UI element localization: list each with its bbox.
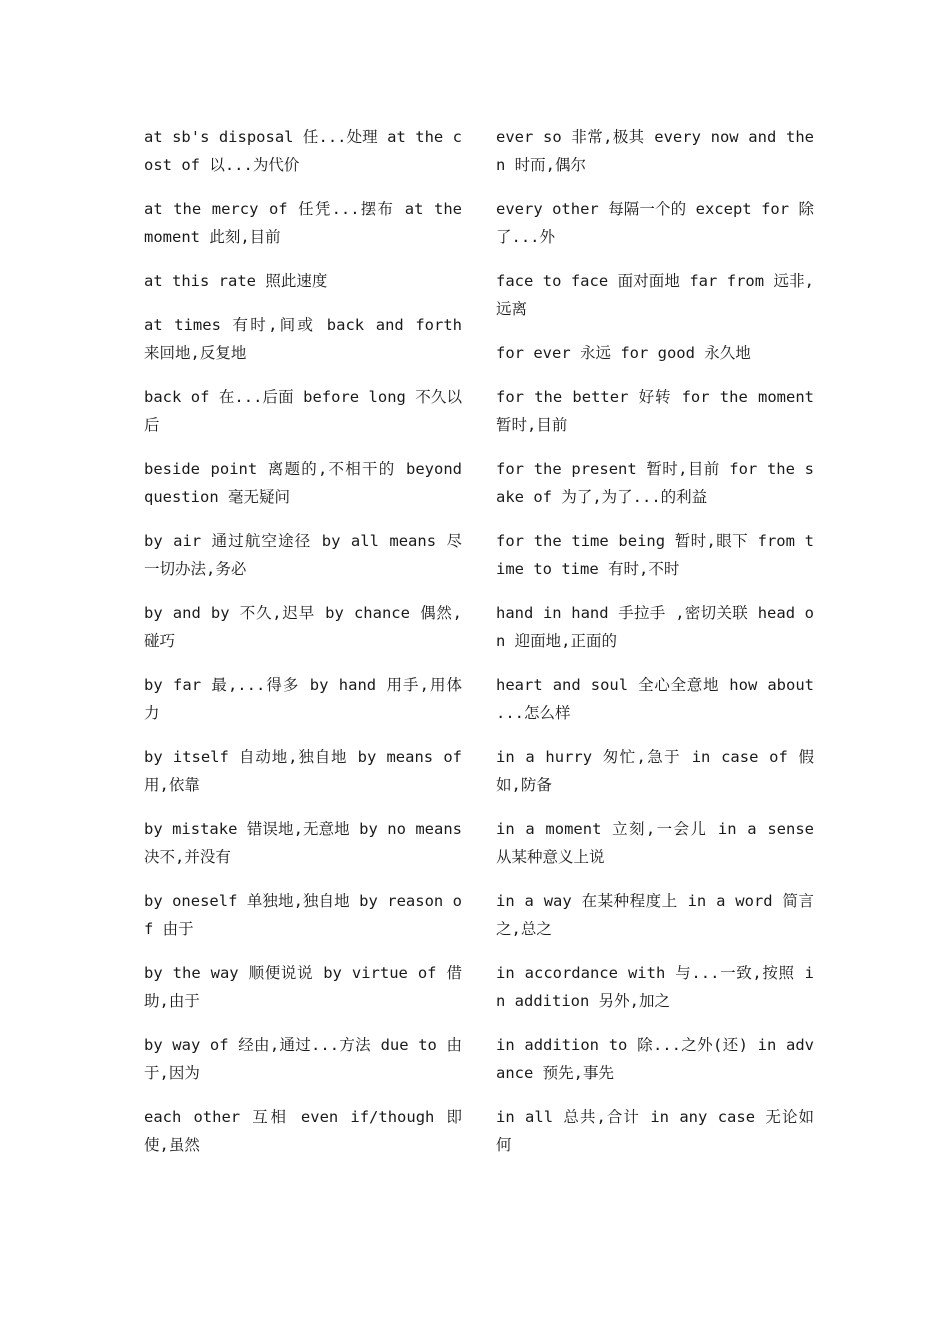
phrase-entry: by oneself 单独地,独自地 by reason of 由于 — [144, 892, 462, 938]
phrase-entry: in addition to 除...之外(还) in advance 预先,事先 — [496, 1036, 814, 1082]
phrase-entry: in a way 在某种程度上 in a word 简言之,总之 — [496, 892, 814, 938]
phrase-entry: face to face 面对面地 far from 远非,远离 — [496, 272, 814, 318]
phrase-entry: every other 每隔一个的 except for 除了...外 — [496, 200, 814, 246]
phrase-entry: heart and soul 全心全意地 how about ...怎么样 — [496, 676, 814, 722]
phrase-entry: by far 最,...得多 by hand 用手,用体力 — [144, 676, 462, 722]
phrase-entry: ever so 非常,极其 every now and then 时而,偶尔 — [496, 128, 814, 174]
phrase-entry: in all 总共,合计 in any case 无论如何 — [496, 1108, 814, 1154]
phrase-entry: by air 通过航空途径 by all means 尽一切办法,务必 — [144, 532, 462, 578]
phrase-entry: beside point 离题的,不相干的 beyond question 毫无疑问 — [144, 460, 462, 506]
phrase-entry: by way of 经由,通过...方法 due to 由于,因为 — [144, 1036, 462, 1082]
phrase-entry: back of 在...后面 before long 不久以后 — [144, 388, 462, 434]
phrase-entry: at the mercy of 任凭...摆布 at the moment 此刻,目前 — [144, 200, 462, 246]
phrase-entry: in accordance with 与...一致,按照 in addition 另外,加之 — [496, 964, 814, 1010]
phrase-entry: by mistake 错误地,无意地 by no means 决不,并没有 — [144, 820, 462, 866]
phrase-entry: at times 有时,间或 back and forth 来回地,反复地 — [144, 316, 462, 362]
phrase-entry: for the present 暂时,目前 for the sake of 为了,为了...的利益 — [496, 460, 814, 506]
phrase-entry: at this rate 照此速度 — [144, 272, 328, 290]
phrase-entry: by itself 自动地,独自地 by means of 用,依靠 — [144, 748, 462, 794]
left-column — [144, 123, 462, 1175]
document-page — [144, 123, 814, 1175]
phrase-entry: in a hurry 匆忙,急于 in case of 假如,防备 — [496, 748, 814, 794]
phrase-entry: at sb's disposal 任...处理 at the cost of 以...为代价 — [144, 128, 462, 174]
phrase-entry: for ever 永远 for good 永久地 — [496, 344, 751, 362]
phrase-entry: by and by 不久,迟早 by chance 偶然,碰巧 — [144, 604, 462, 650]
phrase-entry: each other 互相 even if/though 即使,虽然 — [144, 1108, 462, 1154]
phrase-entry: for the time being 暂时,眼下 from time to time 有时,不时 — [496, 532, 814, 578]
phrase-entry: by the way 顺便说说 by virtue of 借助,由于 — [144, 964, 462, 1010]
phrase-entry: in a moment 立刻,一会儿 in a sense 从某种意义上说 — [496, 820, 814, 866]
phrase-entry: for the better 好转 for the moment 暂时,目前 — [496, 388, 814, 434]
phrase-entry: hand in hand 手拉手 ,密切关联 head on 迎面地,正面的 — [496, 604, 814, 650]
right-column — [496, 123, 814, 1175]
